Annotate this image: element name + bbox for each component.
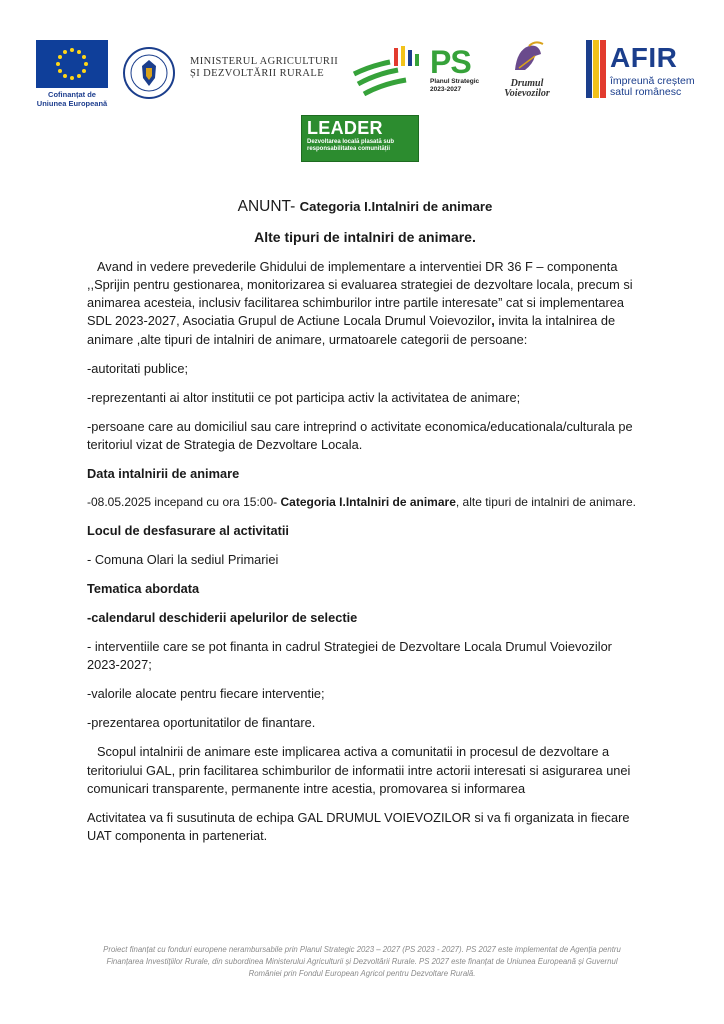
leader-title: LEADER [307,118,383,138]
ps-stripes-icon [350,44,425,100]
page-subtitle: Alte tipuri de intalniri de animare. [254,229,476,246]
topic-item: -valorile alocate pentru fiecare interventie; [87,686,325,702]
location-text: - Comuna Olari la sediul Primariei [87,552,279,568]
topic-subheading: -calendarul deschiderii apelurilor de selectie [87,610,358,626]
ministry-line-1: MINISTERUL AGRICULTURII [190,56,339,67]
eu-logo [34,40,110,108]
voievod-helmet-icon [505,40,549,74]
topic-heading: Tematica abordata [87,581,200,597]
person-category: -reprezentanti ai altor institutii ce pot participa activ la activitatea de animare; [87,389,521,405]
ps-title: PS [430,44,471,80]
afir-emblem-icon [582,38,608,100]
closing-paragraph: Activitatea va fi susutinuta de echipa GAL DRUMUL VOIEVOZILOR si va fi organizata in fiecare UAT componenta in parteneriat. [87,809,630,844]
topic-item: - interventiile care se pot finanta in cadrul Strategiei de Dezvoltare Locala Drumul Voievozilor 2023-2027; [87,639,612,673]
afir-logo [582,38,702,105]
ps-subtitle: Planul Strategic [430,78,480,85]
date-paragraph [87,494,643,512]
drumul-line-2: Voievozilor [504,88,550,99]
intro-paragraph [87,258,643,349]
date-tail: , alte tipuri de intalniri de animare. [455,495,636,509]
eu-caption: Cofinanțat de Uniunea Europeană [36,90,108,108]
location-heading: Locul de desfasurare al activitatii [87,523,289,539]
topic-item: -prezentarea oportunitatilor de finantare. [87,715,316,731]
purpose-paragraph: Scopul intalnirii de animare este implicarea activa a comunitatii in procesul de dezvoltare a teritoriului GAL, prin facilitarea schimburilor de informatii intre actorii interesati si asigurarea unei comunicari transparente, permanente intre acestia, promovarea si informarea [87,744,631,796]
ministry-line-2: ȘI DEZVOLTĂRII RURALE [190,68,325,79]
page-title [87,198,643,216]
date-text: -08.05.2025 incepand cu ora 15:00- [87,495,281,509]
logo-header [0,0,724,180]
leader-subtitle: Dezvoltarea locală plasată sub responsabilitatea comunității [307,139,395,152]
title-category: Categoria I.Intalniri de animare [299,199,493,214]
person-category: -persoane care au domiciliul sau care intreprind o activitate economica/educationala/culturala pe teritoriul vizat de Strategia de Dezvoltare Locala. [87,418,633,453]
ministry-logo [190,56,340,80]
planul-strategic-logo [430,46,486,94]
afir-title: AFIR [610,42,678,73]
intro-comma: , [491,313,495,329]
ps-years: 2023-2027 [430,86,462,93]
drumul-line-1: Drumul [510,78,544,89]
eu-flag-icon [36,40,108,88]
intro-tail: invita la intalnirea de animare ,alte tipuri de intalniri de animare, urmatoarele categorii de persoane: [87,313,616,347]
intro-text: Avand in vedere prevederile Ghidului de implementare a interventiei DR 36 F – componenta ,,Sprijin pentru gestionarea, monitorizarea si evaluarea strategiei de dezvoltare locala, precum si animarea acesteia, inclusiv facilitarea schimburilor intre partile interesate” cat si implementarea SDL 2023-2027, Asociatia Grupul de Actiune Locala Drumul Voievozilor [87,258,633,329]
title-prefix: ANUNT- [237,198,296,215]
leader-logo [301,115,419,162]
announcement-body [87,198,643,856]
funding-footer: Proiect finanțat cu fonduri europene nerambursabile prin Planul Strategic 2023 – 2027 (PS 2023 - 2027). PS 2027 este implementat de Agenția pentru Finanțarea Investițiilor Rurale, din subordinea Ministerului Agriculturii și Dezvoltării Rurale. PS 2027 este finanțat de Uniunea Europeană și Guvernul României prin Fondul European Agricol pentru Dezvoltare Rurală. [103,945,621,979]
date-category: Categoria I.Intalniri de animare [280,495,456,509]
government-seal-icon [122,46,176,100]
drumul-voievozilor-logo [494,40,560,99]
person-category: -autoritati publice; [87,360,189,376]
date-heading: Data intalnirii de animare [87,466,240,482]
afir-slogan: împreună creștem satul românesc [610,75,695,98]
